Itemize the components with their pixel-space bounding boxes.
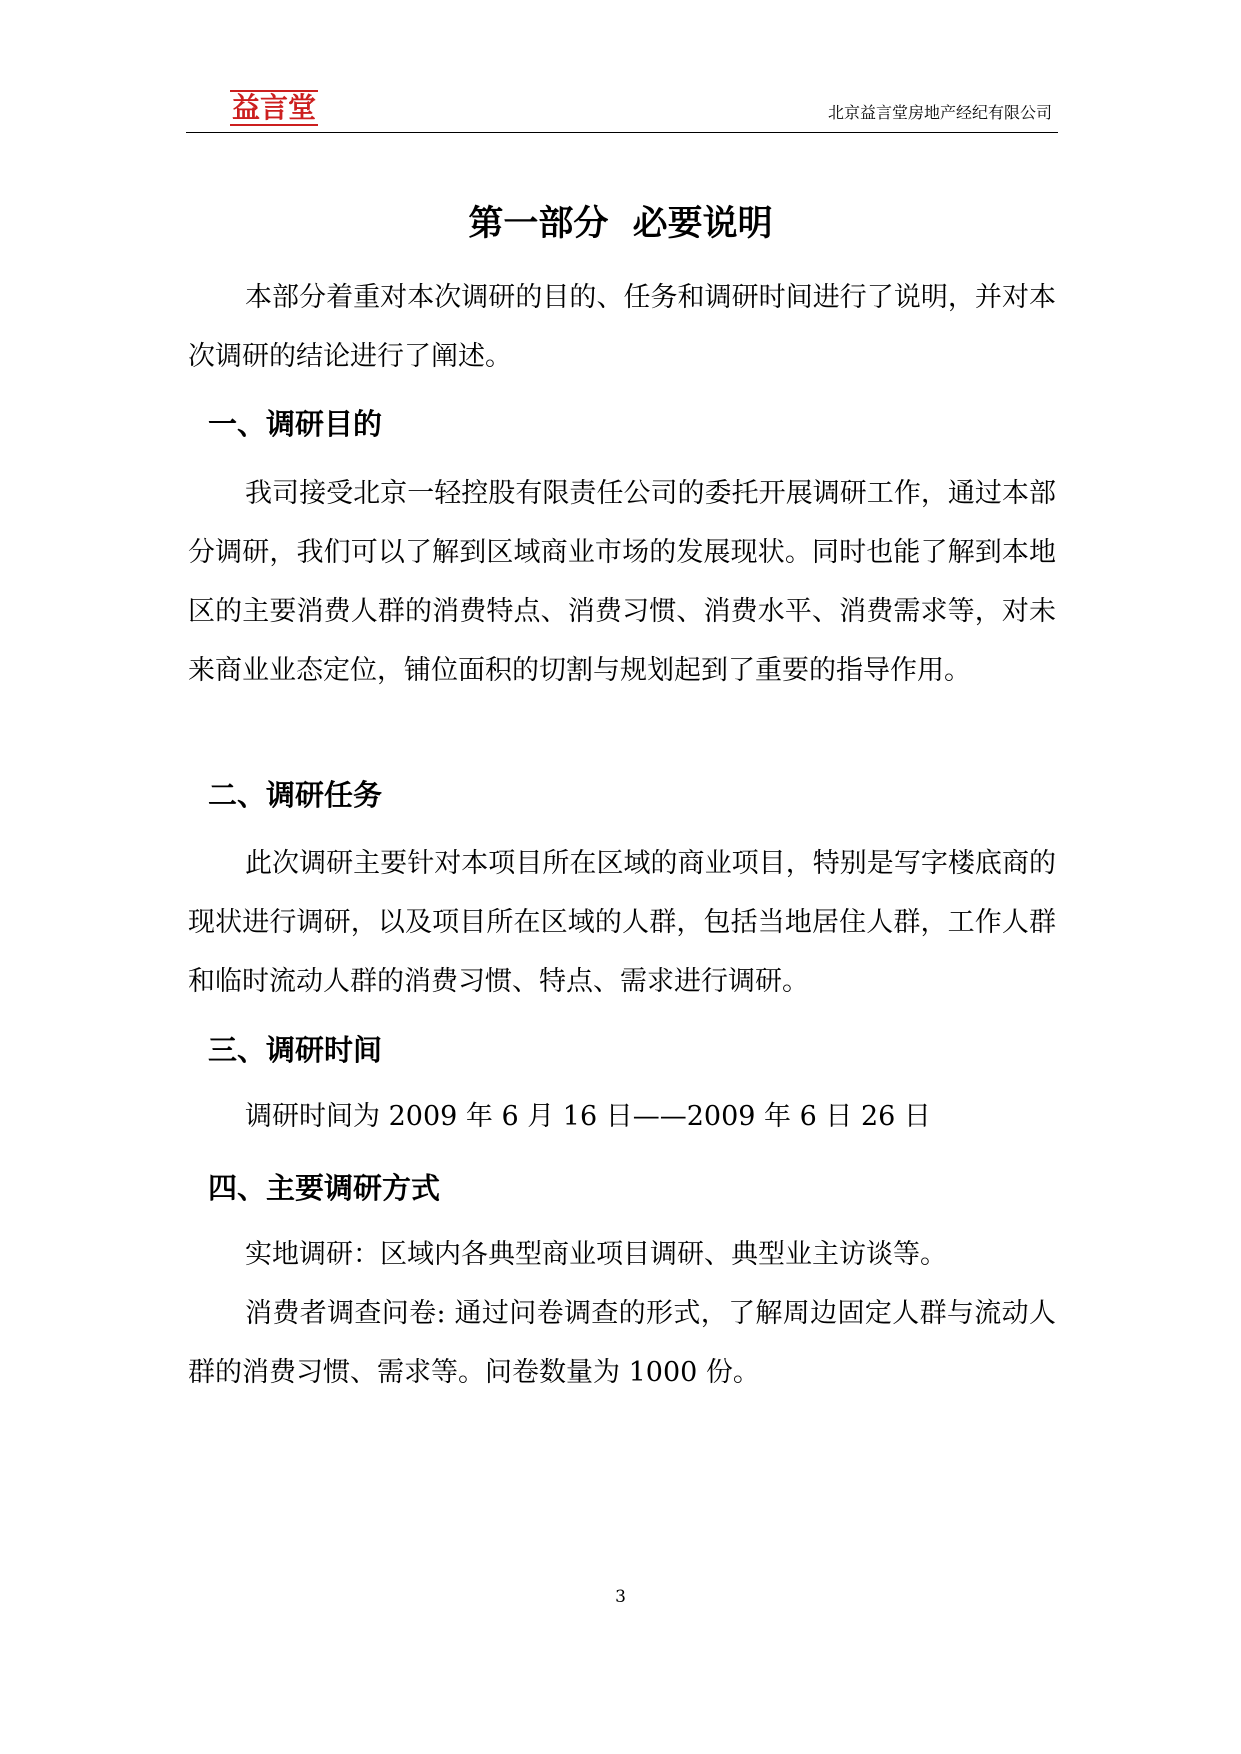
company-name: 北京益言堂房地产经纪有限公司 xyxy=(827,103,1052,122)
section-paragraph-tasks: 此次调研主要针对本项目所在区域的商业项目，特别是写字楼底商的现状进行调研，以及项目所在区域的人群，包括当地居住人群，工作人群和临时流动人群的消费习惯、特点、需求进行调研。 xyxy=(188,848,1056,997)
section-paragraph-time: 调研时间为 2009 年 6 月 16 日——2009 年 6 日 26 日 xyxy=(245,1101,931,1132)
section-paragraph-questionnaire: 消费者调查问卷: 通过问卷调查的形式，了解周边固定人群与流动人群的消费习惯、需求等。问卷数量为 1000 份。 xyxy=(188,1298,1056,1388)
page-number: 3 xyxy=(615,1587,626,1607)
page-title: 第一部分 必要说明 xyxy=(468,204,773,244)
intro-paragraph: 本部分着重对本次调研的目的、任务和调研时间进行了说明，并对本次调研的结论进行了阐述。 xyxy=(188,282,1056,372)
section-heading-tasks: 二、调研任务 xyxy=(208,778,383,812)
section-paragraph-field-research: 实地调研：区域内各典型商业项目调研、典型业主访谈等。 xyxy=(245,1239,947,1270)
section-paragraph-purpose: 我司接受北京一轻控股有限责任公司的委托开展调研工作，通过本部分调研，我们可以了解到区域商业市场的发展现状。同时也能了解到本地区的主要消费人群的消费特点、消费习惯、消费水平、消费需求等，对未来商业业态定位，铺位面积的切割与规划起到了重要的指导作用。 xyxy=(188,478,1056,686)
section-heading-purpose: 一、调研目的 xyxy=(208,407,383,441)
page-header xyxy=(186,84,1058,133)
company-logo xyxy=(230,90,318,126)
logo-text: 益言堂 xyxy=(231,91,316,124)
section-heading-time: 三、调研时间 xyxy=(208,1033,383,1067)
section-heading-methods: 四、主要调研方式 xyxy=(208,1171,441,1205)
